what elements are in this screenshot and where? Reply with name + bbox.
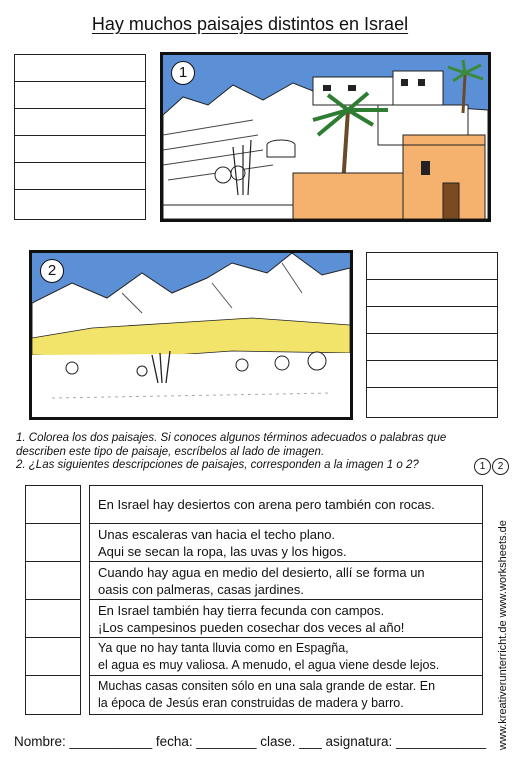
instruction-2: 2. ¿Las siguientes descripciones de paisajes, corresponden a la imagen 1 o 2? <box>16 459 419 471</box>
writing-line[interactable] <box>367 253 497 280</box>
writing-line[interactable] <box>15 163 145 190</box>
description-row <box>90 562 482 600</box>
choice-circle-2: 2 <box>492 458 509 475</box>
description-line: el agua es muy valiosa. A menudo, el agua viene desde lejos. <box>98 657 440 672</box>
writing-line[interactable] <box>367 388 497 415</box>
answer-lines-image-2 <box>366 252 498 418</box>
description-line: oasis con palmeras, casas jardines. <box>98 581 304 597</box>
image-number-badge-1: 1 <box>171 61 195 85</box>
answer-cell[interactable] <box>26 486 80 524</box>
writing-line[interactable] <box>367 280 497 307</box>
description-line: Ya que no hay tanta lluvia como en Espagña, <box>98 640 349 655</box>
description-line: Unas escaleras van hacia el techo plano. <box>98 526 336 542</box>
footer-fields: Nombre: ___________ fecha: ________ clase. ___ asignatura: ____________ <box>14 734 487 749</box>
landscape-image-1 <box>160 52 491 222</box>
answer-column <box>25 485 81 715</box>
writing-line[interactable] <box>15 55 145 82</box>
writing-line[interactable] <box>15 109 145 136</box>
writing-line[interactable] <box>367 307 497 334</box>
writing-line[interactable] <box>367 334 497 361</box>
image-number-badge-2: 2 <box>40 259 64 283</box>
answer-cell[interactable] <box>26 676 80 714</box>
description-row <box>90 600 482 638</box>
description-row <box>90 486 482 524</box>
description-row <box>90 676 482 714</box>
choice-circle-1: 1 <box>474 458 491 475</box>
answer-lines-image-1 <box>14 54 146 220</box>
desert-illustration <box>32 253 350 417</box>
description-line: Cuando hay agua en medio del desierto, allí se forma un <box>98 564 425 580</box>
description-column <box>89 485 483 715</box>
description-line: Muchas casas consiten sólo en una sala grande de estar. En <box>98 679 436 693</box>
description-line: la época de Jesús eran construidas de madera y barro. <box>98 696 404 710</box>
description-line: En Israel hay desiertos con arena pero también con rocas. <box>98 497 435 512</box>
instruction-1: 1. Colorea los dos paisajes. Si conoces algunos términos adecuados o palabras que describen este tipo de paisaje, escríbelos al lado de imagen. <box>16 432 447 458</box>
answer-cell[interactable] <box>26 638 80 676</box>
website-credit: www.kreativerunterricht.de www.worksheets.de <box>497 520 509 750</box>
description-line: Aqui se secan la ropa, las uvas y los higos. <box>98 543 347 559</box>
landscape-image-2 <box>29 250 353 420</box>
answer-cell[interactable] <box>26 524 80 562</box>
answer-cell[interactable] <box>26 600 80 638</box>
writing-line[interactable] <box>15 82 145 109</box>
writing-line[interactable] <box>15 190 145 217</box>
village-illustration <box>163 55 488 219</box>
writing-line[interactable] <box>367 361 497 388</box>
description-row <box>90 524 482 562</box>
instructions <box>16 432 496 473</box>
worksheet-title: Hay muchos paisajes distintos en Israel <box>91 14 409 34</box>
description-row <box>90 638 482 676</box>
writing-line[interactable] <box>15 136 145 163</box>
description-line: ¡Los campesinos pueden cosechar dos veces al año! <box>98 619 405 635</box>
description-line: En Israel también hay tierra fecunda con campos. <box>98 602 385 618</box>
answer-cell[interactable] <box>26 562 80 600</box>
